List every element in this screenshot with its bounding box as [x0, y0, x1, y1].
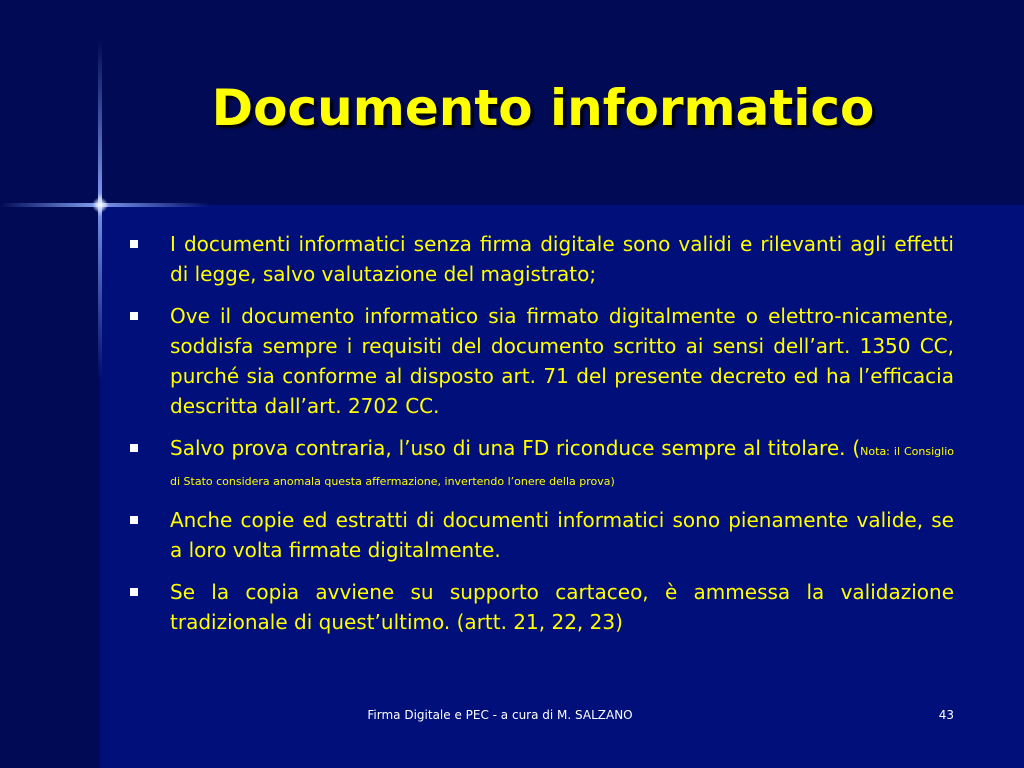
bullet-text: Ove il documento informatico sia firmato digitalmente o elettro-nicamente, soddisfa sempre i requisiti del documento scritto ai sensi dell’art. 1350 CC, purché sia conforme al disposto art. 71 del presente decreto ed ha l’efficacia descritta dall’art. 2702 CC. — [170, 304, 954, 418]
page-number: 43 — [938, 708, 954, 722]
square-bullet-icon — [130, 588, 138, 596]
bullet-list — [130, 229, 954, 649]
bullet-text: I documenti informatici senza firma digitale sono validi e rilevanti agli effetti di legge, salvo valutazione del magistrato; — [170, 232, 954, 286]
left-band — [0, 205, 100, 768]
bullet-item — [130, 229, 954, 289]
square-bullet-icon — [130, 516, 138, 524]
bullet-text: Se la copia avviene su supporto cartaceo, è ammessa la validazione tradizionale di quest’ultimo. (artt. 21, 22, 23) — [170, 580, 954, 634]
bullet-item — [130, 505, 954, 565]
slide-title: Documento informatico — [211, 79, 875, 137]
bullet-text: Salvo prova contraria, l’uso di una FD riconduce sempre al titolare. ( — [170, 436, 861, 460]
square-bullet-icon — [130, 444, 138, 452]
bullet-note: Nota: il Consiglio di Stato considera anomala questa affermazione, invertendo l’onere della prova) — [170, 445, 954, 488]
star-flare-icon — [92, 197, 108, 213]
bullet-item — [130, 433, 954, 493]
bullet-text: Anche copie ed estratti di documenti informatici sono pienamente valide, se a loro volta firmate digitalmente. — [170, 508, 954, 562]
slide-footer: Firma Digitale e PEC - a cura di M. SALZANO — [367, 708, 633, 722]
bullet-item — [130, 301, 954, 421]
square-bullet-icon — [130, 240, 138, 248]
square-bullet-icon — [130, 312, 138, 320]
bullet-item — [130, 577, 954, 637]
